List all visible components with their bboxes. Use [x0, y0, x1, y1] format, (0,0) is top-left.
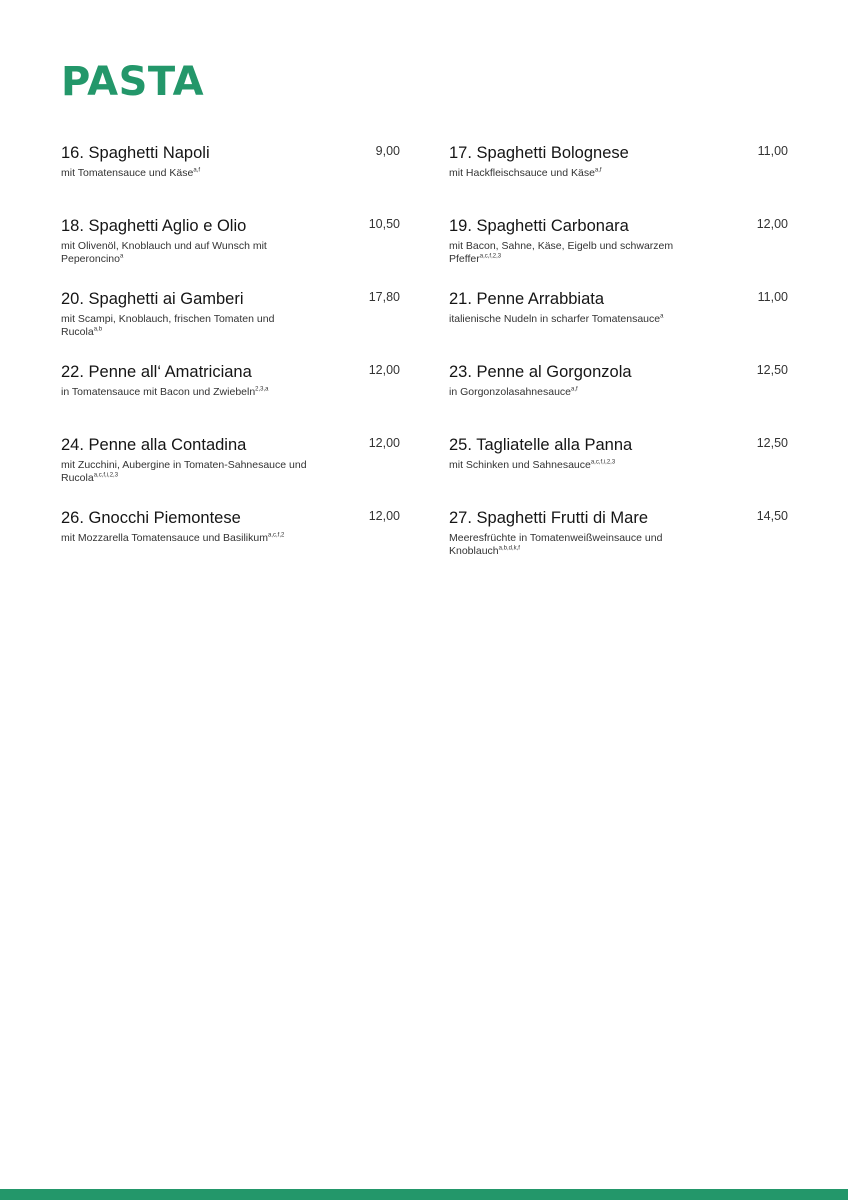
item-price: 10,50	[368, 217, 400, 231]
menu-item	[61, 288, 400, 361]
allergen-codes: a,f	[594, 167, 602, 174]
allergen-codes: a,f	[193, 167, 200, 174]
allergen-codes: a,f	[571, 386, 578, 393]
item-desc-text: Meeresfrüchte in Tomatenweißweinsauce und Knoblauch	[449, 532, 663, 557]
allergen-codes: a	[119, 253, 124, 260]
item-desc-text: mit Scampi, Knoblauch, frischen Tomaten und Rucola	[61, 313, 275, 338]
item-price: 17,80	[368, 290, 400, 304]
item-price: 12,00	[756, 217, 788, 231]
item-name: 21. Penne Arrabbiata	[449, 290, 605, 308]
item-description	[449, 167, 788, 180]
item-name: 22. Penne all‘ Amatriciana	[61, 363, 252, 381]
item-price: 12,50	[756, 363, 788, 377]
item-price: 9,00	[375, 144, 400, 158]
item-name: 25. Tagliatelle alla Panna	[449, 436, 633, 454]
item-price: 12,00	[368, 436, 400, 450]
item-description	[449, 386, 788, 399]
item-description	[449, 532, 788, 558]
menu-list	[61, 142, 788, 580]
menu-item	[61, 434, 400, 507]
item-desc-text: in Gorgonzolasahnesauce	[449, 386, 572, 398]
item-desc-text: mit Schinken und Sahnesauce	[449, 459, 591, 471]
item-description	[61, 386, 400, 399]
item-desc-text: mit Tomatensauce und Käse	[61, 167, 194, 179]
item-desc-text: mit Mozzarella Tomatensauce und Basilikum	[61, 532, 268, 544]
allergen-codes: a	[660, 313, 664, 320]
item-description	[61, 459, 400, 485]
menu-item	[449, 215, 788, 288]
item-description	[61, 167, 400, 180]
menu-item	[449, 288, 788, 361]
item-price: 11,00	[757, 290, 788, 304]
item-name: 17. Spaghetti Bolognese	[449, 144, 629, 162]
allergen-codes: a,b,d,k,f	[498, 545, 520, 552]
menu-item	[61, 142, 400, 215]
item-description	[61, 532, 400, 545]
item-description	[61, 240, 400, 266]
item-name: 24. Penne alla Contadina	[61, 436, 247, 454]
menu-item	[61, 361, 400, 434]
menu-item	[61, 507, 400, 580]
allergen-codes: a,c,f,2	[267, 532, 285, 539]
menu-item	[449, 142, 788, 215]
item-name: 16. Spaghetti Napoli	[61, 144, 210, 162]
item-desc-text: mit Olivenöl, Knoblauch und auf Wunsch mit Peperoncino	[61, 240, 267, 265]
item-desc-text: in Tomatensauce mit Bacon und Zwiebeln	[61, 386, 256, 398]
menu-item	[61, 215, 400, 288]
page-title: PASTA	[61, 59, 205, 105]
item-name: 18. Spaghetti Aglio e Olio	[61, 217, 247, 235]
item-price: 11,00	[757, 144, 788, 158]
allergen-codes: 2,3,a	[255, 386, 269, 393]
menu-item	[449, 434, 788, 507]
allergen-codes: a,b	[93, 326, 103, 333]
item-desc-text: italienische Nudeln in scharfer Tomatensauce	[449, 313, 661, 325]
item-name: 27. Spaghetti Frutti di Mare	[449, 509, 649, 527]
item-price: 14,50	[756, 509, 788, 523]
item-desc-text: mit Hackfleischsauce und Käse	[449, 167, 595, 179]
item-name: 26. Gnocchi Piemontese	[61, 509, 241, 527]
item-name: 23. Penne al Gorgonzola	[449, 363, 632, 381]
item-price: 12,00	[368, 509, 400, 523]
item-description	[449, 240, 788, 266]
item-description	[449, 459, 788, 472]
menu-item	[449, 507, 788, 580]
item-name: 19. Spaghetti Carbonara	[449, 217, 629, 235]
allergen-codes: a,c,f,2,3	[479, 253, 502, 260]
item-name: 20. Spaghetti ai Gamberi	[61, 290, 244, 308]
item-price: 12,50	[756, 436, 788, 450]
allergen-codes: a,c,f,i,2,3	[93, 472, 119, 479]
item-desc-text: mit Zucchini, Aubergine in Tomaten-Sahnesauce und Rucola	[61, 459, 307, 484]
item-description	[61, 313, 400, 339]
item-price: 12,00	[368, 363, 400, 377]
allergen-codes: a,c,f,i,2,3	[590, 459, 616, 466]
item-desc-text: mit Bacon, Sahne, Käse, Eigelb und schwarzem Pfeffer	[449, 240, 674, 265]
footer-accent-bar	[0, 1189, 848, 1200]
item-description	[449, 313, 788, 326]
menu-item	[449, 361, 788, 434]
